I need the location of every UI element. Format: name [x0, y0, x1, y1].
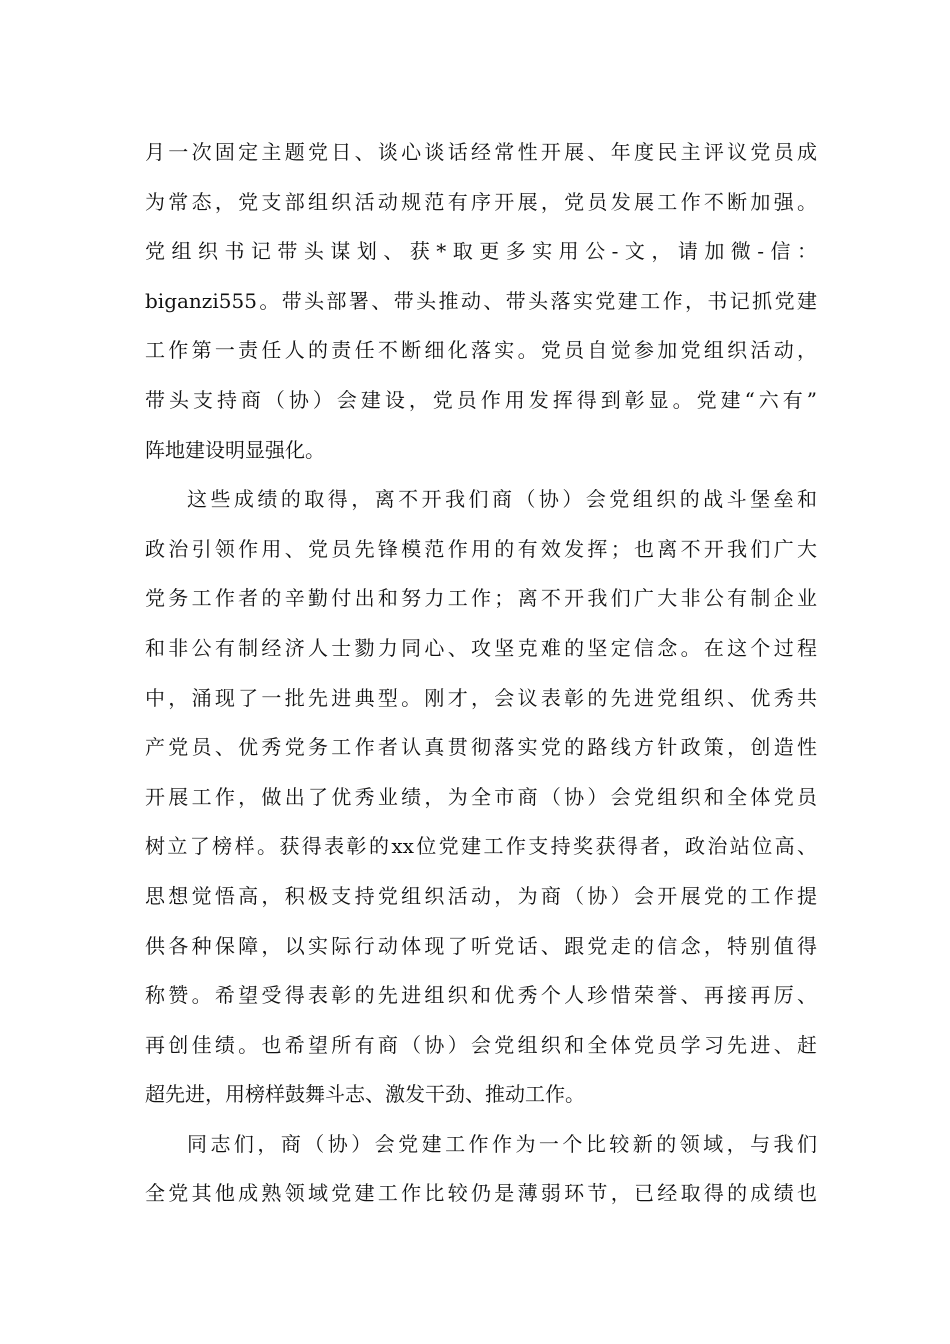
text-line: 为常态，党支部组织活动规范有序开展，党员发展工作不断加强。: [145, 189, 817, 214]
text-line: 开展工作，做出了优秀业绩，为全市商（协）会党组织和全体党员: [145, 784, 817, 809]
text-line: 带头支持商（协）会建设，党员作用发挥得到彰显。党建“六有”: [145, 387, 817, 412]
text-line: 工作第一责任人的责任不断细化落实。党员自觉参加党组织活动，: [145, 338, 817, 363]
text-line: 政治引领作用、党员先锋模范作用的有效发挥；也离不开我们广大: [145, 536, 817, 561]
paragraph-first-line: 这些成绩的取得，离不开我们商（协）会党组织的战斗堡垒和: [187, 487, 817, 512]
text-line: 称赞。希望受得表彰的先进组织和优秀个人珍惜荣誉、再接再厉、: [145, 983, 817, 1008]
text-line: 和非公有制经济人士勠力同心、攻坚克难的坚定信念。在这个过程: [145, 635, 817, 660]
body-text: [145, 128, 817, 1219]
text-line: 阵地建设明显强化。: [145, 437, 325, 462]
text-line: 再创佳绩。也希望所有商（协）会党组织和全体党员学习先进、赶: [145, 1032, 817, 1057]
text-line: 超先进，用榜样鼓舞斗志、激发干劲、推动工作。: [145, 1082, 585, 1107]
text-line: 树立了榜样。获得表彰的xx位党建工作支持奖获得者，政治站位高、: [145, 834, 817, 859]
text-line: 全党其他成熟领域党建工作比较仍是薄弱环节，已经取得的成绩也: [145, 1181, 817, 1206]
text-line: 供各种保障，以实际行动体现了听党话、跟党走的信念，特别值得: [145, 933, 817, 958]
text-line: 中，涌现了一批先进典型。刚才，会议表彰的先进党组织、优秀共: [145, 685, 817, 710]
text-line: 产党员、优秀党务工作者认真贯彻落实党的路线方针政策，创造性: [145, 735, 817, 760]
text-line: 党务工作者的辛勤付出和努力工作；离不开我们广大非公有制企业: [145, 586, 817, 611]
text-line: biganzi555。带头部署、带头推动、带头落实党建工作，书记抓党建: [145, 288, 817, 313]
text-line: 月一次固定主题党日、谈心谈话经常性开展、年度民主评议党员成: [145, 140, 817, 164]
text-line: 党组织书记带头谋划、获*取更多实用公-文，请加微-信：: [145, 239, 817, 264]
text-line: 思想觉悟高，积极支持党组织活动，为商（协）会开展党的工作提: [145, 883, 817, 908]
paragraph-first-line: 同志们，商（协）会党建工作作为一个比较新的领域，与我们: [187, 1131, 817, 1156]
